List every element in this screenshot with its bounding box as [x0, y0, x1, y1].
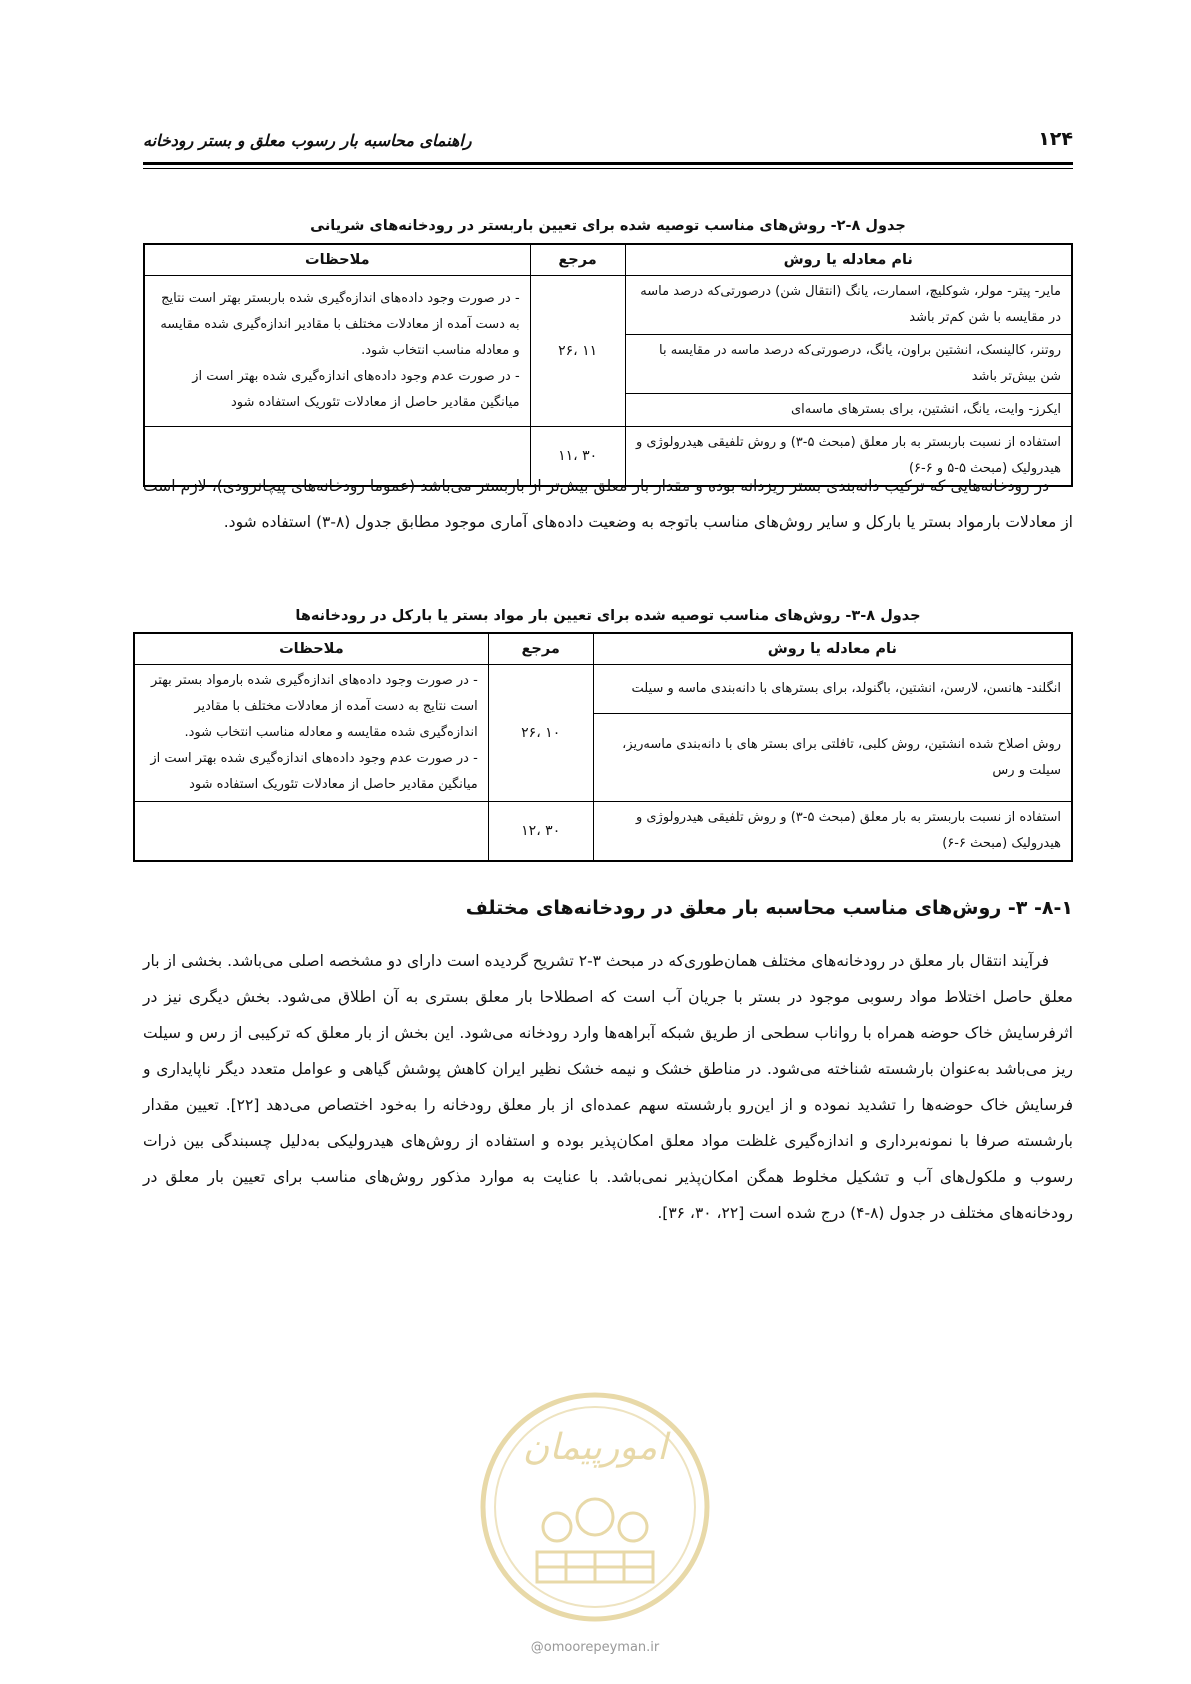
section-heading: ۸-۱- ۳- روش‌های مناسب محاسبه بار معلق در رودخانه‌های مختلف [465, 897, 1073, 919]
table1-header-row [144, 244, 1072, 276]
table2-method-3: استفاده از نسبت باربستر به بار معلق (مبحث ۵-۳) و روش تلفیقی هیدرولوژی و هیدرولیک (مبحث ۶-۶) [593, 802, 1072, 862]
table1-caption: جدول ۸-۲- روش‌های مناسب توصیه شده برای تعیین باربستر در رودخانه‌های شریانی [310, 218, 906, 234]
paragraph-1 [143, 468, 1073, 540]
table2-header-notes: ملاحظات [134, 633, 488, 665]
header-rule-thin [143, 168, 1073, 169]
table2-method-2: روش اصلاح شده انشتین، روش کلبی، تافلتی برای بستر های با دانه‌بندی ماسه‌ریز، سیلت و رس [593, 714, 1072, 802]
table2-header-method: نام معادله یا روش [593, 633, 1072, 665]
table1-method-2: روتنر، کالینسک، انشتین براون، یانگ، درصورتی‌که درصد ماسه در مقایسه با شن بیش‌تر باشد [625, 335, 1072, 394]
table1-note-1: - در صورت وجود داده‌های اندازه‌گیری شده باربستر بهتر است نتایج به دست آمده از معادلات مختلف با مقادیر اندازه‌گیری شده مقایسه و معادله مناسب انتخاب شود. [160, 291, 520, 358]
table1-header-ref: مرجع [530, 244, 625, 276]
table2 [133, 632, 1073, 862]
table2-header-ref: مرجع [488, 633, 593, 665]
header-rule-thick [143, 162, 1073, 165]
table2-notes-empty [134, 802, 488, 862]
table2-note-1: - در صورت وجود داده‌های اندازه‌گیری شده بارمواد بستر بهتر است نتایج به دست آمده از معادلات مختلف با مقادیر اندازه‌گیری شده مقایسه و معادله مناسب انتخاب شود. [151, 673, 478, 740]
table1-method-4: استفاده از نسبت باربستر به بار معلق (مبحث ۵-۳) و روش تلفیقی هیدرولوژی و هیدرولیک (مبحث ۵-۵ و ۶-۶) [625, 427, 1072, 487]
table1-header-method: نام معادله یا روش [625, 244, 1072, 276]
table2-ref-2: ۳۰ ،۱۲ [488, 802, 593, 862]
watermark-site: @omoorepeyman.ir [530, 1640, 660, 1655]
running-title: راهنمای محاسبه بار رسوب معلق و بستر رودخانه [143, 131, 472, 150]
table-row [144, 276, 1072, 335]
table-row [134, 802, 1072, 862]
table2-note-2: - در صورت عدم وجود داده‌های اندازه‌گیری شده بهتر است از میانگین مقادیر حاصل از معادلات تئوریک استفاده شود [150, 751, 478, 792]
watermark-seal [475, 1387, 715, 1627]
table2-caption: جدول ۸-۳- روش‌های مناسب توصیه شده برای تعیین بار مواد بستر یا بارکل در رودخانه‌ها [295, 608, 921, 624]
table1-ref-1: ۱۱ ،۲۶ [530, 276, 625, 427]
paragraph-1-text: در رودخانه‌هایی که ترکیب دانه‌بندی بستر ریزدانه بوده و مقدار بار معلق بیش‌تر از باربستر می‌باشد (عموما رودخانه‌های پیچانرودی)، لازم است از معادلات بارمواد بستر یا بارکل و سایر روش‌های مناسب باتوجه به وضعیت داده‌های آماری موجود مطابق جدول (۸-۳) استفاده شود. [143, 477, 1073, 531]
table1-note-2: - در صورت عدم وجود داده‌های اندازه‌گیری شده بهتر است از میانگین مقادیر حاصل از معادلات تئوریک استفاده شود [192, 369, 520, 410]
watermark-logo-text: امورپیمان [522, 1427, 668, 1468]
table1-ref-2: ۳۰ ،۱۱ [530, 427, 625, 487]
table2-method-1: انگلند- هانسن، لارسن، انشتین، باگنولد، برای بسترهای با دانه‌بندی ماسه و سیلت [593, 665, 1072, 714]
paragraph-2 [143, 943, 1073, 1231]
table1 [143, 243, 1073, 487]
page-number: ۱۲۴ [1038, 128, 1073, 150]
table1-method-3: ایکرز- وایت، یانگ، انشتین، برای بسترهای ماسه‌ای [625, 394, 1072, 427]
table2-ref-1: ۱۰ ،۲۶ [488, 665, 593, 802]
table1-notes-cell [144, 276, 530, 427]
paragraph-2-text: فرآیند انتقال بار معلق در رودخانه‌های مختلف همان‌طوری‌که در مبحث ۳-۲ تشریح گردیده است دارای دو مشخصه اصلی می‌باشد. بخشی از بار معلق حاصل اختلاط مواد رسوبی موجود در بستر با جریان آب است که اصطلاحا بار معلق بستری به آن اطلاق می‌شود. بخش دیگری نیز در اثرفرسایش خاک حوضه همراه با رواناب سطحی از طریق شبکه آبراهه‌ها وارد رودخانه می‌شود. این بخش از بار معلق که ترکیبی از رس و سیلت ریز می‌باشد به‌عنوان بارشسته شناخته می‌شود. در مناطق خشک و نیمه خشک نظیر ایران کاهش پوشش گیاهی و عوامل متعدد دیگر ناپایداری و فرسایش خاک حوضه‌ها را تشدید نموده و از این‌رو بارشسته سهم عمده‌ای از بار معلق رودخانه را به‌خود اختصاص می‌دهد [۲۲]. تعیین مقدار بارشسته صرفا با نمونه‌برداری و اندازه‌گیری غلظت مواد معلق امکان‌پذیر بوده و استفاده از روش‌های هیدرولیکی به‌دلیل چسبندگی بین ذرات رسوب و ملکول‌های آب و تشکیل مخلوط همگن امکان‌پذیر نمی‌باشد. با عنایت به موارد مذکور روش‌های مناسب برای تعیین بار معلق در رودخانه‌های مختلف در جدول (۸-۴) درج شده است [۲۲، ۳۰، ۳۶]. [142, 952, 1073, 1222]
page-header [143, 122, 1073, 166]
table1-method-1: مایر- پیتر- مولر، شوکلیچ، اسمارت، یانگ (انتقال شن) درصورتی‌که درصد ماسه در مقایسه با شن کم‌تر باشد [625, 276, 1072, 335]
table1-header-notes: ملاحظات [144, 244, 530, 276]
table2-notes-cell [134, 665, 488, 802]
table2-header-row [134, 633, 1072, 665]
table-row [134, 665, 1072, 714]
